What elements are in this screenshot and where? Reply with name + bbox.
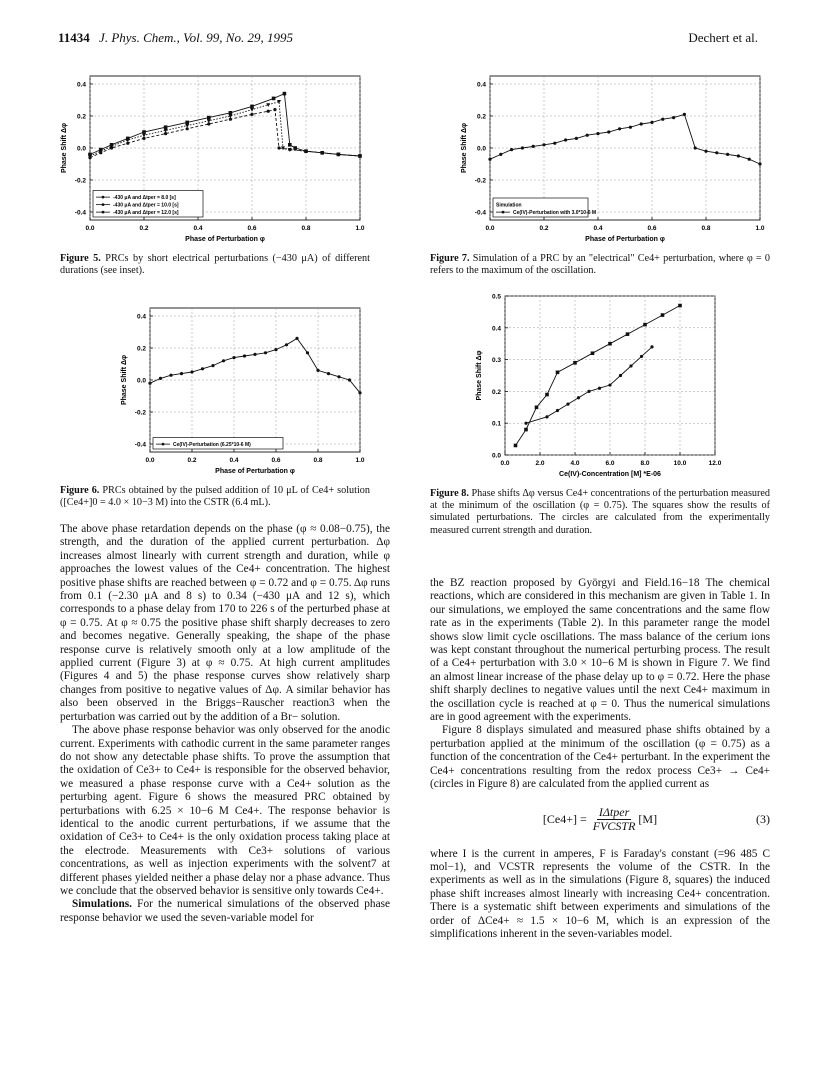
data-point [499, 153, 502, 156]
data-point [629, 126, 632, 129]
data-point [586, 134, 589, 137]
figure-6-label: Figure 6. [60, 485, 100, 496]
data-point [737, 154, 740, 157]
data-point [542, 143, 545, 146]
y-axis-label: Phase Shift Δφ [476, 350, 483, 401]
equation-numerator: IΔtper [598, 804, 630, 819]
legend-marker [102, 196, 105, 199]
x-tick-label: 0.2 [187, 457, 197, 464]
x-tick-label: 0.0 [500, 460, 510, 467]
data-point [348, 378, 351, 381]
data-point [748, 158, 751, 161]
legend-entry: Ce(IV)-Perturbation with 3.0*10-6 M [513, 210, 597, 217]
data-point [164, 125, 168, 129]
equation-fraction [593, 806, 636, 834]
y-tick-label: 0.0 [76, 145, 86, 153]
y-tick-label: -0.4 [474, 209, 486, 217]
y-tick-label: 0.2 [76, 113, 86, 121]
data-point [577, 396, 580, 399]
data-point [142, 134, 146, 138]
y-axis-label: Phase Shift Δφ [121, 354, 128, 406]
legend-entry: -430 μA and Δtper = 8.0 [s] [113, 195, 176, 202]
x-tick-label: 1.0 [355, 225, 365, 232]
data-point [201, 367, 204, 370]
data-point [243, 354, 246, 357]
page-number: 11434 [58, 30, 90, 45]
figure-8-caption-text: Phase shifts Δφ versus Ce4+ concentrations of the perturbation measured at the minimum of the oscillation (φ = 0.75). The squares show the results of simulated perturbations. The circles are calculated from the experimentally measured current strength and duration. [430, 488, 771, 536]
paragraph: the BZ reaction proposed by Györgyi and Field.16−18 The chemical reactions, which are considered in this mechanism are given in Table 1. In our simulations, we employed the same concentrations and the same flow rate as in the experiments (Table 2). In this parameter range the model shows slow limit cycle oscillations. The mass balance of the cerium ions was kept constant throughout the numerical perturbing process. The result of a Ce4+ perturbation with 3.0 × 10−6 M is shown in Figure 7. We find an almost linear increase of the phase delay up to φ = 0.72. Here the phase shift sharply declines to negative values until the next Ce4+ maximum in the oscillation cycle is reached at φ = 0. Thus the numerical simulations are in good agreement with the experiments. [430, 577, 770, 724]
data-point [327, 372, 330, 375]
data-point [545, 393, 549, 397]
x-tick-label: 0.6 [647, 225, 657, 232]
data-point [277, 146, 280, 149]
data-point [619, 374, 622, 377]
data-point [316, 369, 319, 372]
data-point [607, 130, 610, 133]
x-tick-label: 0.4 [193, 225, 203, 232]
y-tick-label: 0.4 [476, 81, 486, 89]
x-tick-label: 0.0 [145, 457, 155, 464]
data-point [169, 374, 172, 377]
y-tick-label: -0.2 [74, 177, 86, 185]
data-point [587, 390, 590, 393]
x-tick-label: 0.8 [701, 225, 711, 232]
data-point [358, 391, 361, 394]
legend-entry: -430 μA and Δtper = 10.0 [s] [113, 202, 179, 209]
legend-marker [502, 211, 505, 214]
data-point [661, 313, 665, 317]
y-tick-label: -0.4 [74, 209, 86, 217]
data-point [575, 137, 578, 140]
x-tick-label: 0.2 [139, 225, 149, 232]
y-axis-label: Phase Shift Δφ [61, 122, 68, 174]
x-tick-label: 0.6 [247, 225, 257, 232]
data-point [264, 351, 267, 354]
y-tick-label: -0.2 [134, 409, 146, 417]
data-point [185, 121, 189, 125]
x-tick-label: 0.0 [85, 225, 95, 232]
data-point [608, 342, 612, 346]
data-point [758, 162, 761, 165]
figure-7-caption-text: Simulation of a PRC by an "electrical" Ce4+ perturbation, where φ = 0 refers to the maximum of the oscillation. [430, 253, 770, 277]
data-point [288, 143, 292, 147]
data-point [148, 382, 151, 385]
right-column-text [430, 577, 770, 941]
data-point [250, 113, 253, 116]
x-tick-label: 0.4 [229, 457, 239, 464]
data-point [545, 415, 548, 418]
data-point [488, 158, 491, 161]
data-point [232, 356, 235, 359]
data-point [532, 145, 535, 148]
x-axis-label: Phase of Perturbation φ [215, 468, 295, 475]
figure-7-label: Figure 7. [430, 253, 470, 264]
y-tick-label: 0.0 [491, 452, 501, 460]
data-point [535, 406, 539, 410]
data-point [521, 146, 524, 149]
legend-entry: Ce(IV)-Perturbation (6.25*10-6 M) [173, 442, 251, 449]
legend-title: Simulation [496, 202, 522, 209]
data-point [283, 92, 287, 96]
x-tick-label: 0.6 [271, 457, 281, 464]
x-tick-label: 4.0 [570, 460, 580, 467]
figure-8-chart [465, 290, 725, 485]
data-point [704, 150, 707, 153]
data-point [142, 130, 146, 134]
data-point [510, 148, 513, 151]
paragraph: For the numerical simulations of the observed phase response behavior we used the seven-variable model for [60, 898, 390, 924]
data-point [250, 108, 254, 112]
equation-lhs: [Ce4+] = [542, 811, 587, 826]
data-point [596, 132, 599, 135]
data-point [608, 383, 611, 386]
series-line [150, 338, 360, 392]
data-point [159, 377, 162, 380]
data-point [566, 403, 569, 406]
figure-5-caption [60, 253, 370, 277]
data-point [320, 151, 324, 155]
data-point [190, 370, 193, 373]
data-point [640, 355, 643, 358]
data-point [207, 116, 211, 120]
data-point [524, 422, 527, 425]
data-point [126, 137, 130, 141]
y-tick-label: 0.4 [136, 313, 146, 321]
figure-6-caption-text: PRCs obtained by the pulsed addition of 10 μL of Ce4+ solution ([Ce4+]0 = 4.0 × 10−3 M) into the CSTR (6.4 mL). [60, 485, 370, 509]
data-point [285, 343, 288, 346]
data-point [293, 146, 297, 150]
figure-5-chart [60, 70, 370, 250]
x-axis-label: Ce(IV)-Concentration [M] *E-06 [559, 471, 661, 478]
data-point [272, 97, 276, 101]
y-tick-label: 0.2 [476, 113, 486, 121]
data-point [618, 127, 621, 130]
data-point [650, 121, 653, 124]
data-point [207, 119, 211, 123]
simulations-heading: Simulations. [72, 898, 132, 911]
data-point [715, 151, 718, 154]
y-tick-label: 0.1 [491, 420, 501, 428]
data-point [229, 111, 233, 115]
y-tick-label: -0.2 [474, 177, 486, 185]
y-tick-label: 0.4 [491, 325, 501, 333]
data-point [273, 108, 276, 111]
plot-frame [505, 296, 715, 455]
journal-citation: J. Phys. Chem., Vol. 99, No. 29, 1995 [99, 30, 293, 45]
data-point [222, 359, 225, 362]
figure-6-chart [105, 302, 370, 482]
y-tick-label: 0.2 [136, 345, 146, 353]
x-tick-label: 1.0 [355, 457, 365, 464]
data-point [626, 332, 630, 336]
data-point [694, 146, 697, 149]
figure-5-label: Figure 5. [60, 253, 101, 264]
data-point [274, 348, 277, 351]
data-point [337, 153, 341, 157]
x-tick-label: 1.0 [755, 225, 765, 232]
paragraph: Figure 8 displays simulated and measured phase shifts obtained by a perturbation applied at the minimum of the oscillation (φ = 0.75) as a function of the concentration of the Ce4+ perturbant. In the experiment the Ce4+ concentrations resulting from the redox process Ce3+ → Ce4+ (circles in Figure 8) are calculated from the applied current as [430, 724, 770, 791]
running-header-authors: Dechert et al. [688, 30, 758, 45]
x-tick-label: 6.0 [605, 460, 615, 467]
equation-number: (3) [756, 811, 770, 826]
data-point [556, 409, 559, 412]
data-point [678, 304, 682, 308]
data-point [110, 143, 114, 147]
legend-marker [162, 443, 165, 446]
data-point [553, 142, 556, 145]
y-tick-label: 0.5 [491, 293, 501, 301]
figure-6-caption [60, 485, 370, 509]
equation-denominator: FVCSTR [592, 819, 636, 833]
paragraph: The above phase retardation depends on the phase (φ ≈ 0.08−0.75), the strength, and the duration of the applied current perturbation. Δφ increases almost linearly with current strength and duration, while φ approaches the lowest values of the Ce4+ concentration. The highest positive phase shifts are reached between φ = 0.72 and φ = 0.75. Δφ runs from 0.1 (−2.30 μA and 8 s) to 0.34 (−430 μA and 12 s), which corresponds to a phase delay from 170 to 226 s of the perturbed phase at φ = 0.75. At φ ≈ 0.75 the positive phase shift sharply decreases to zero and becomes negative. Generally speaking, the shape of the phase response curve is relatively smooth only at a low amplitude of the applied current (Figure 3) at φ ≈ 0.75. At high current amplitudes (Figures 4 and 5) the phase response curves show relatively sharp changes from positive to negative values of Δφ. A similar behavior has also been observed in the Briggs−Rauscher reaction3 when the perturbation was carried out by the addition of a Br− solution. [60, 523, 390, 723]
data-point [556, 371, 560, 375]
data-point [650, 345, 653, 348]
data-point [185, 124, 189, 128]
y-axis-label: Phase Shift Δφ [461, 122, 468, 174]
y-tick-label: 0.0 [476, 145, 486, 153]
legend-marker [102, 203, 105, 206]
data-point [304, 149, 308, 153]
data-point [514, 444, 518, 448]
data-point [573, 361, 577, 365]
data-point [591, 351, 595, 355]
data-point [250, 105, 254, 109]
figure-7-chart [460, 70, 770, 250]
series-line [526, 347, 652, 423]
data-point [629, 364, 632, 367]
data-point [358, 154, 362, 158]
data-point [180, 372, 183, 375]
data-point [672, 116, 675, 119]
x-tick-label: 0.2 [539, 225, 549, 232]
data-point [337, 375, 340, 378]
y-tick-label: 0.2 [491, 388, 501, 396]
paragraph: where I is the current in amperes, F is Faraday's constant (=96 485 C mol−1), and VCSTR represents the volume of the CSTR. In the experiments as well as in the simulations (Figure 8, squares) the induced phase shift increases almost linearly with increasing Ce4+ concentration. There is a systematic shift between experiments and simulations of the order of ΔCe4+ ≈ 1.5 × 10−6 M, which is an expression of the simplifications inherent in the seven-variables model. [430, 847, 770, 940]
data-point [211, 364, 214, 367]
figure-5-caption-text: PRCs by short electrical perturbations (−430 μA) of different durations (see inset). [60, 253, 370, 277]
figure-8-caption [430, 488, 770, 537]
data-point [524, 428, 528, 432]
data-point [726, 153, 729, 156]
paragraph: The above phase response behavior was only observed for the anodic current. Experiments with cathodic current in the same parameter ranges do not show any detectable phase shifts. To prove the assumption that the oxidation of Ce3+ to Ce4+ is responsible for the observed behavior, we measured a phase response curve with a Ce4+ solution as the perturbing agent. Figure 6 shows the measured PRC obtained by perturbations with 6.25 × 10−6 M Ce4+. The response behavior is identical to the anodic current perturbations, if we assume that the oxidation of Ce3+ to Ce4+ is the only oxidation process taking place at the electrode. Measurements with Ce3+ solutions of various concentrations, as well as injection experiments with the solvent7 at different phases yielded neither a phase delay nor a phase advance. Thus we conclude that the observed behavior is sensitive only towards Ce4+. [60, 724, 390, 897]
y-tick-label: 0.0 [136, 377, 146, 385]
figure-7-caption [430, 253, 770, 277]
equation-unit: [M] [638, 811, 658, 826]
running-header-left [58, 30, 293, 46]
x-tick-label: 8.0 [640, 460, 650, 467]
data-point [99, 148, 103, 152]
equation-3 [430, 800, 770, 840]
series-line [490, 114, 760, 164]
legend-marker [102, 211, 105, 214]
x-tick-label: 12.0 [708, 460, 722, 467]
y-tick-label: -0.4 [134, 441, 146, 449]
x-tick-label: 0.8 [313, 457, 323, 464]
data-point [253, 353, 256, 356]
x-axis-label: Phase of Perturbation φ [585, 236, 665, 243]
x-tick-label: 10.0 [673, 460, 687, 467]
data-point [306, 351, 309, 354]
figure-8-label: Figure 8. [430, 488, 469, 499]
x-tick-label: 2.0 [535, 460, 545, 467]
x-axis-label: Phase of Perturbation φ [185, 236, 265, 243]
data-point [267, 110, 270, 113]
data-point [643, 323, 647, 327]
data-point [683, 113, 686, 116]
x-tick-label: 0.4 [593, 225, 603, 232]
data-point [598, 387, 601, 390]
data-point [295, 337, 298, 340]
y-tick-label: 0.3 [491, 357, 501, 365]
left-column-text [60, 523, 390, 925]
data-point [661, 118, 664, 121]
data-point [640, 122, 643, 125]
data-point [564, 138, 567, 141]
legend-entry: -430 μA and Δtper = 12.0 [s] [113, 210, 179, 217]
series-line [90, 94, 360, 156]
data-point [88, 153, 92, 157]
x-tick-label: 0.0 [485, 225, 495, 232]
y-tick-label: 0.4 [76, 81, 86, 89]
x-tick-label: 0.8 [301, 225, 311, 232]
